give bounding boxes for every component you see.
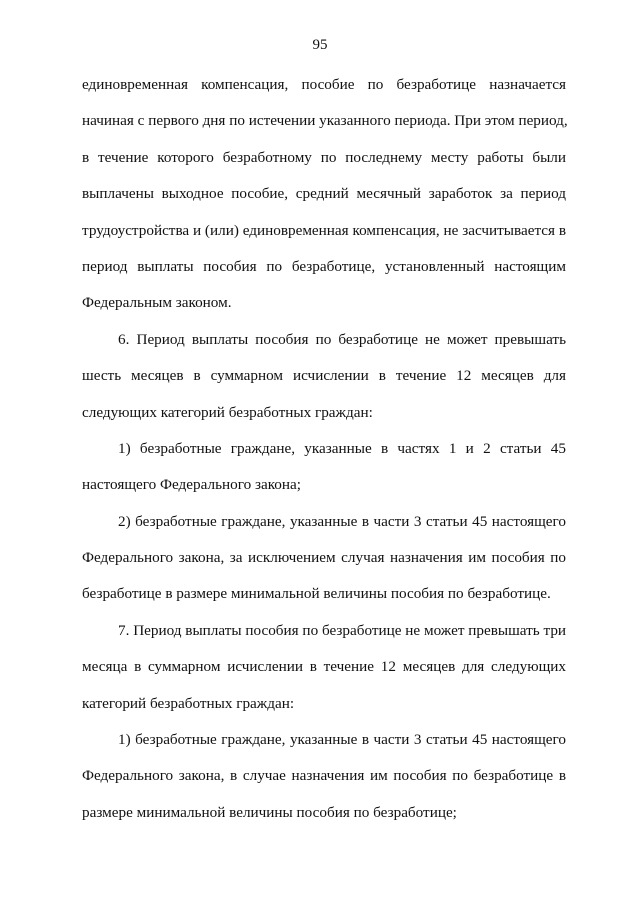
- document-body: [82, 67, 566, 831]
- text-line: 1) безработные граждане, указанные в части 3 статьи 45 настоящего: [118, 731, 566, 749]
- paragraph-subitem-6-2: [82, 504, 566, 613]
- text-line: размере минимальной величины пособия по безработице;: [82, 803, 457, 821]
- text-line: следующих категорий безработных граждан:: [82, 403, 373, 421]
- text-line: 6. Период выплаты пособия по безработице не может превышать: [118, 330, 566, 348]
- text-line: безработице в размере минимальной величины пособия по безработице.: [82, 585, 551, 603]
- text-line: категорий безработных граждан:: [82, 694, 295, 712]
- text-line: шесть месяцев в суммарном исчислении в течение 12 месяцев для: [82, 367, 566, 385]
- text-line: месяца в суммарном исчислении в течение 12 месяцев для следующих: [82, 658, 566, 676]
- paragraph-subitem-7-1: [82, 722, 566, 831]
- text-line: единовременная компенсация, пособие по безработице назначается: [82, 76, 566, 93]
- text-line: период выплаты пособия по безработице, установленный настоящим: [82, 257, 566, 275]
- text-line: выплачены выходное пособие, средний месячный заработок за период: [82, 185, 566, 203]
- page-number: 95: [312, 37, 328, 53]
- text-line: в течение которого безработному по последнему месту работы были: [82, 148, 566, 166]
- paragraph-item-7: [82, 613, 566, 722]
- text-line: 7. Период выплаты пособия по безработице не может превышать три: [118, 621, 567, 639]
- text-line: 2) безработные граждане, указанные в части 3 статьи 45 настоящего: [118, 512, 566, 530]
- paragraph-item-6: [82, 322, 566, 431]
- text-line: начиная с первого дня по истечении указанного периода. При этом период,: [82, 112, 568, 130]
- text-line: настоящего Федерального закона;: [82, 476, 301, 494]
- paragraph-continuation: [82, 67, 566, 322]
- text-line: Федеральным законом.: [82, 294, 232, 312]
- text-line: трудоустройства и (или) единовременная компенсация, не засчитывается в: [82, 221, 566, 239]
- text-line: 1) безработные граждане, указанные в частях 1 и 2 статьи 45: [118, 439, 566, 457]
- text-line: Федерального закона, за исключением случая назначения им пособия по: [82, 549, 566, 567]
- text-line: Федерального закона, в случае назначения им пособия по безработице в: [82, 767, 566, 785]
- paragraph-subitem-6-1: [82, 431, 566, 504]
